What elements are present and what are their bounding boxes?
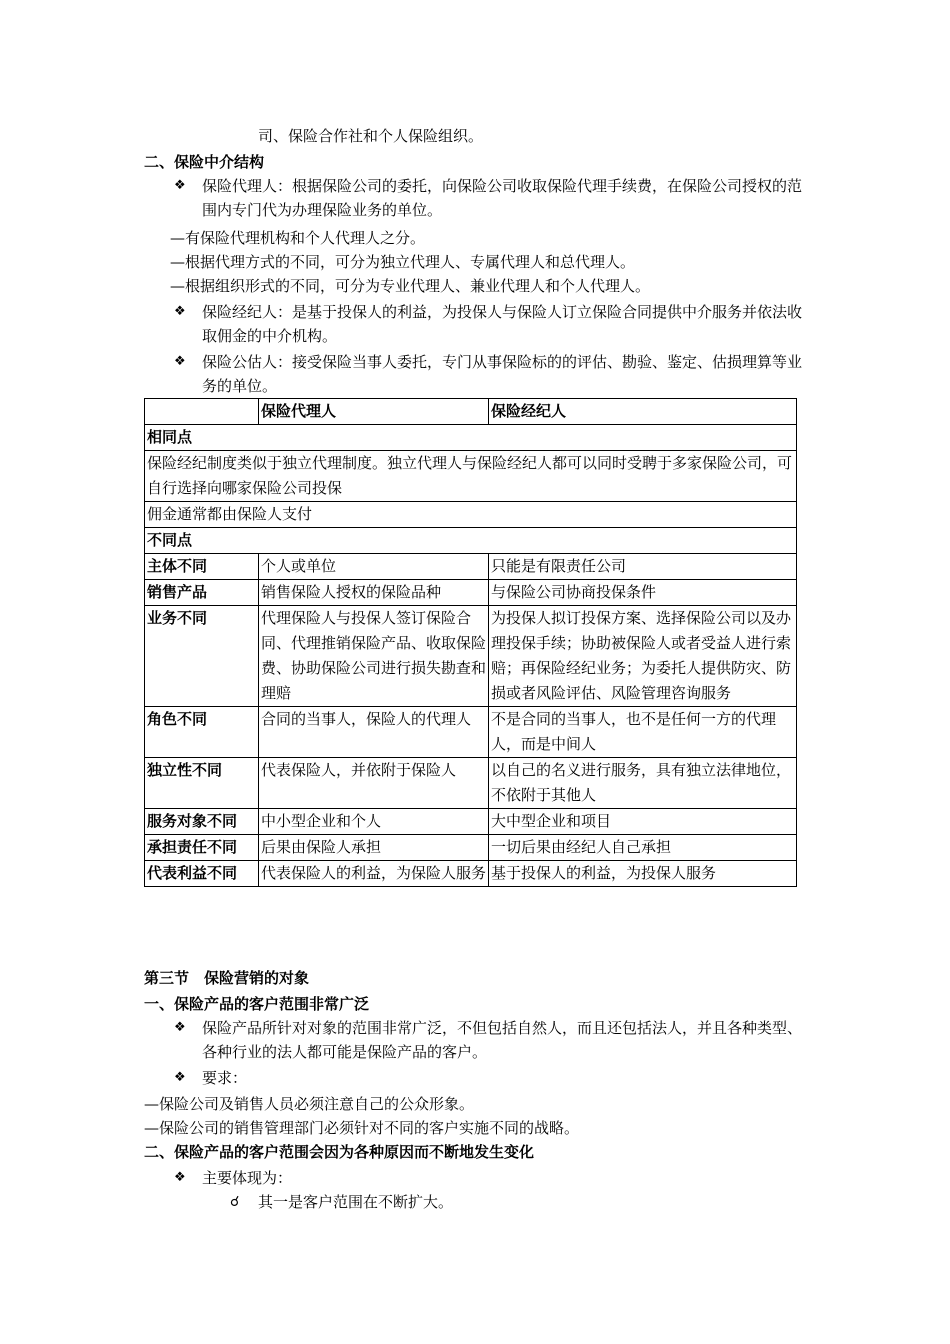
broker-cell: 只能是有限责任公司 bbox=[489, 554, 797, 580]
row-label: 服务对象不同 bbox=[145, 809, 259, 835]
sub-bullet-icon: ☌ bbox=[230, 1194, 240, 1210]
row-label: 业务不同 bbox=[145, 606, 259, 707]
dash-line-2: —根据代理方式的不同，可分为独立代理人、专属代理人和总代理人。 bbox=[170, 253, 636, 271]
broker-cell: 为投保人拟订投保方案、选择保险公司以及办理投保手续；协助被保险人或者受益人进行索赔；再保险经纪业务；为委托人提供防灾、防损或者风险评估、风险管理咨询服务 bbox=[489, 606, 797, 707]
dash-line-1: —有保险代理机构和个人代理人之分。 bbox=[170, 229, 426, 247]
table-row bbox=[145, 707, 797, 758]
comparison-table bbox=[144, 398, 797, 887]
row-label: 角色不同 bbox=[145, 707, 259, 758]
agent-cell: 代理保险人与投保人签订保险合同、代理推销保险产品、收取保险费、协助保险公司进行损失勘查和理赔 bbox=[259, 606, 489, 707]
broker-cell: 与保险公司协商投保条件 bbox=[489, 580, 797, 606]
agent-cell: 合同的当事人，保险人的代理人 bbox=[259, 707, 489, 758]
main-manifestation-label: 主要体现为： bbox=[202, 1169, 293, 1187]
table-header-row bbox=[145, 399, 797, 425]
continued-text: 司、保险合作社和个人保险组织。 bbox=[258, 127, 484, 145]
broker-cell: 基于投保人的利益，为投保人服务 bbox=[489, 861, 797, 887]
table-row bbox=[145, 580, 797, 606]
same-label: 相同点 bbox=[145, 425, 797, 451]
customer-scope-text: 保险产品所针对对象的范围非常广泛，不但包括自然人，而且还包括法人，并且各种类型、各种行业的法人都可能是保险产品的客户。 bbox=[202, 1019, 803, 1061]
agent-cell: 代表保险人的利益，为保险人服务 bbox=[259, 861, 489, 887]
header-broker: 保险经纪人 bbox=[489, 399, 797, 425]
diff-label-row bbox=[145, 528, 797, 554]
section3-heading-2: 二、保险产品的客户范围会因为各种原因而不断地发生变化 bbox=[144, 1143, 535, 1161]
table-row bbox=[145, 606, 797, 707]
agent-cell: 代表保险人，并依附于保险人 bbox=[259, 758, 489, 809]
bullet-icon: ❖ bbox=[174, 1020, 186, 1035]
table-row bbox=[145, 861, 797, 887]
agent-definition: 保险代理人：根据保险公司的委托，向保险公司收取保险代理手续费，在保险公司授权的范围内专门代为办理保险业务的单位。 bbox=[202, 177, 803, 219]
bullet-icon: ❖ bbox=[174, 1170, 186, 1185]
row-label: 销售产品 bbox=[145, 580, 259, 606]
table-row bbox=[145, 554, 797, 580]
dash-line-4: —保险公司及销售人员必须注意自己的公众形象。 bbox=[144, 1095, 475, 1113]
table-row bbox=[145, 502, 797, 528]
section3-heading-1: 一、保险产品的客户范围非常广泛 bbox=[144, 995, 370, 1013]
row-label: 主体不同 bbox=[145, 554, 259, 580]
dash-line-5: —保险公司的销售管理部门必须针对不同的客户实施不同的战略。 bbox=[144, 1119, 580, 1137]
requirements-label: 要求： bbox=[202, 1069, 248, 1087]
row-label: 代表利益不同 bbox=[145, 861, 259, 887]
agent-cell: 后果由保险人承担 bbox=[259, 835, 489, 861]
table-row bbox=[145, 809, 797, 835]
agent-cell: 个人或单位 bbox=[259, 554, 489, 580]
bullet-icon: ❖ bbox=[174, 178, 186, 193]
section3-title: 第三节 保险营销的对象 bbox=[144, 969, 310, 987]
table-row bbox=[145, 835, 797, 861]
section2-heading: 二、保险中介结构 bbox=[144, 153, 265, 171]
same-row-text: 佣金通常都由保险人支付 bbox=[145, 502, 797, 528]
dash-line-3: —根据组织形式的不同，可分为专业代理人、兼业代理人和个人代理人。 bbox=[170, 277, 651, 295]
broker-cell: 不是合同的当事人，也不是任何一方的代理人，而是中间人 bbox=[489, 707, 797, 758]
broker-definition: 保险经纪人：是基于投保人的利益，为投保人与保险人订立保险合同提供中介服务并依法收取佣金的中介机构。 bbox=[202, 303, 803, 345]
same-row-text: 保险经纪制度类似于独立代理制度。独立代理人与保险经纪人都可以同时受聘于多家保险公司，可自行选择向哪家保险公司投保 bbox=[145, 451, 797, 502]
bullet-icon: ❖ bbox=[174, 354, 186, 369]
same-label-row bbox=[145, 425, 797, 451]
agent-cell: 中小型企业和个人 bbox=[259, 809, 489, 835]
agent-cell: 销售保险人授权的保险品种 bbox=[259, 580, 489, 606]
bullet-icon: ❖ bbox=[174, 304, 186, 319]
broker-cell: 以自己的名义进行服务，具有独立法律地位，不依附于其他人 bbox=[489, 758, 797, 809]
broker-cell: 一切后果由经纪人自己承担 bbox=[489, 835, 797, 861]
row-label: 承担责任不同 bbox=[145, 835, 259, 861]
header-agent: 保险代理人 bbox=[259, 399, 489, 425]
broker-cell: 大中型企业和项目 bbox=[489, 809, 797, 835]
row-label: 独立性不同 bbox=[145, 758, 259, 809]
sub-point-1: 其一是客户范围在不断扩大。 bbox=[258, 1193, 454, 1211]
table-row bbox=[145, 451, 797, 502]
bullet-icon: ❖ bbox=[174, 1070, 186, 1085]
header-blank bbox=[145, 399, 259, 425]
adjuster-definition: 保险公估人：接受保险当事人委托，专门从事保险标的的评估、勘验、鉴定、估损理算等业务的单位。 bbox=[202, 353, 803, 395]
diff-label: 不同点 bbox=[145, 528, 797, 554]
table-row bbox=[145, 758, 797, 809]
